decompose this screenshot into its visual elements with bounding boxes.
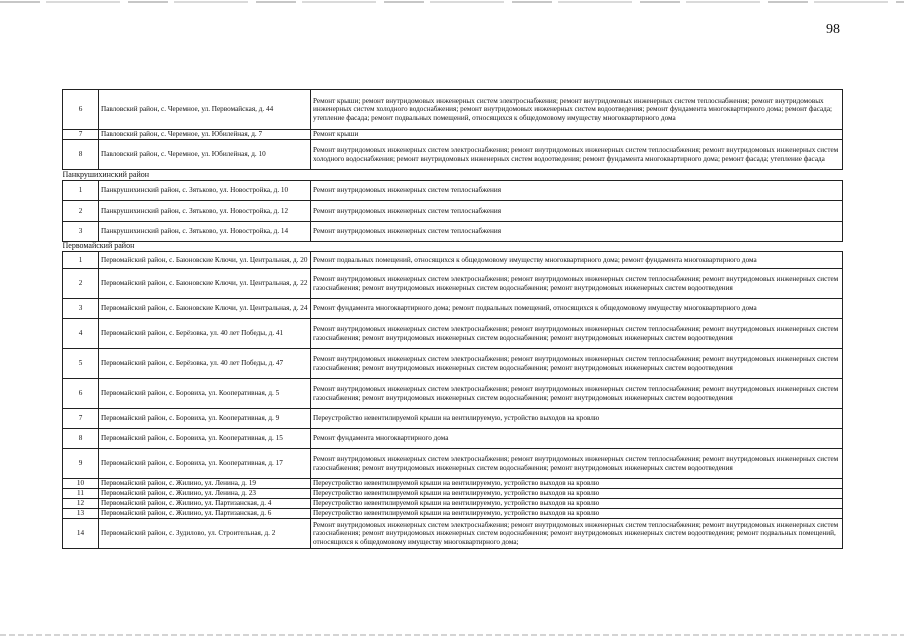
works-cell: Ремонт крыши; ремонт внутридомовых инженерных систем электроснабжения; ремонт внутридомовых инженерных систем теплоснабжения; ремонт внутридомовых инженерных систем холодного водоснабжения; ремонт внутридомовых инженерных систем водоотведения; ремонт фундамента многоквартирного дома; ремонт фасада; утепление фасада; ремонт подвальных помещений, относящихся к общедомовому имуществу многоквартирного дома [311,90,843,130]
table-row [63,489,843,499]
row-number: 3 [63,299,99,319]
row-number: 8 [63,429,99,449]
table-row [63,201,843,222]
works-cell: Переустройство невентилируемой крыши на вентилируемую, устройство выходов на кровлю [311,499,843,509]
address-cell: Панкрушихинский район, с. Зятьково, ул. Новостройка, д. 10 [99,181,311,201]
address-cell: Первомайский район, с. Баюновские Ключи, ул. Центральная, д. 24 [99,299,311,319]
row-number: 13 [63,509,99,519]
address-cell: Первомайский район, с. Боровиха, ул. Кооперативная, д. 17 [99,449,311,479]
works-cell: Ремонт внутридомовых инженерных систем теплоснабжения [311,222,843,242]
address-cell: Первомайский район, с. Жилино, ул. Партизанская, д. 6 [99,509,311,519]
row-number: 8 [63,140,99,170]
row-number: 6 [63,90,99,130]
works-cell: Переустройство невентилируемой крыши на вентилируемую, устройство выходов на кровлю [311,479,843,489]
table-row [63,499,843,509]
address-cell: Первомайский район, с. Баюновские Ключи, ул. Центральная, д. 20 [99,252,311,269]
row-number: 6 [63,379,99,409]
table-row [63,252,843,269]
table-row [63,519,843,549]
address-cell: Павловский район, с. Черемное, ул. Юбилейная, д. 10 [99,140,311,170]
address-cell: Павловский район, с. Черемное, ул. Юбилейная, д. 7 [99,130,311,140]
table-row [63,222,843,242]
works-cell: Ремонт внутридомовых инженерных систем электроснабжения; ремонт внутридомовых инженерных систем теплоснабжения; ремонт внутридомовых инженерных систем газоснабжения; ремонт внутридомовых инженерных систем водоснабжения; ремонт внутридомовых инженерных систем водоотведения [311,449,843,479]
table-row [63,479,843,489]
works-cell: Ремонт внутридомовых инженерных систем электроснабжения; ремонт внутридомовых инженерных систем теплоснабжения; ремонт внутридомовых инженерных систем газоснабжения; ремонт внутридомовых инженерных систем водоснабжения; ремонт внутридомовых инженерных систем водоотведения [311,379,843,409]
district-section-row [63,242,843,252]
works-cell: Ремонт подвальных помещений, относящихся к общедомовому имуществу многоквартирного дома; ремонт фундамента многоквартирного дома [311,252,843,269]
row-number: 7 [63,409,99,429]
works-cell: Ремонт внутридомовых инженерных систем теплоснабжения [311,181,843,201]
address-cell: Панкрушихинский район, с. Зятьково, ул. Новостройка, д. 14 [99,222,311,242]
address-cell: Первомайский район, с. Зудилово, ул. Строительная, д. 2 [99,519,311,549]
row-number: 11 [63,489,99,499]
row-number: 1 [63,252,99,269]
row-number: 2 [63,269,99,299]
address-cell: Первомайский район, с. Берёзовка, ул. 40 лет Победы, д. 41 [99,319,311,349]
table-row [63,269,843,299]
works-cell: Ремонт внутридомовых инженерных систем электроснабжения; ремонт внутридомовых инженерных систем теплоснабжения; ремонт внутридомовых инженерных систем холодного водоснабжения; ремонт внутридомовых инженерных систем водоотведения; ремонт фундамента многоквартирного дома; ремонт фасада; утепление фасада [311,140,843,170]
row-number: 10 [63,479,99,489]
row-number: 1 [63,181,99,201]
scan-edge-bottom [0,634,904,636]
row-number: 12 [63,499,99,509]
table-row [63,181,843,201]
row-number: 9 [63,449,99,479]
page-number: 98 [826,22,840,37]
works-cell: Переустройство невентилируемой крыши на вентилируемую, устройство выходов на кровлю [311,409,843,429]
works-cell: Ремонт фундамента многоквартирного дома [311,429,843,449]
table-row [63,409,843,429]
address-cell: Первомайский район, с. Боровиха, ул. Кооперативная, д. 9 [99,409,311,429]
works-cell: Ремонт фундамента многоквартирного дома; ремонт подвальных помещений, относящихся к общедомовому имуществу многоквартирного дома [311,299,843,319]
table-row [63,349,843,379]
address-cell: Первомайский район, с. Жилино, ул. Ленина, д. 23 [99,489,311,499]
works-cell: Ремонт крыши [311,130,843,140]
repair-program-table [62,89,843,549]
works-cell: Ремонт внутридомовых инженерных систем электроснабжения; ремонт внутридомовых инженерных систем теплоснабжения; ремонт внутридомовых инженерных систем газоснабжения; ремонт внутридомовых инженерных систем водоснабжения; ремонт внутридомовых инженерных систем водоотведения; ремонт подвальных помещений, относящихся к общедомовому имуществу многоквартирного дома; [311,519,843,549]
table-body [63,90,843,549]
works-cell: Ремонт внутридомовых инженерных систем теплоснабжения [311,201,843,222]
address-cell: Первомайский район, с. Жилино, ул. Ленина, д. 19 [99,479,311,489]
address-cell: Первомайский район, с. Боровиха, ул. Кооперативная, д. 15 [99,429,311,449]
row-number: 7 [63,130,99,140]
district-title: Панкрушихинский район [63,170,843,181]
address-cell: Первомайский район, с. Боровиха, ул. Кооперативная, д. 5 [99,379,311,409]
works-cell: Переустройство невентилируемой крыши на вентилируемую, устройство выходов на кровлю [311,509,843,519]
table-row [63,449,843,479]
address-cell: Панкрушихинский район, с. Зятьково, ул. Новостройка, д. 12 [99,201,311,222]
row-number: 3 [63,222,99,242]
works-cell: Ремонт внутридомовых инженерных систем электроснабжения; ремонт внутридомовых инженерных систем теплоснабжения; ремонт внутридомовых инженерных систем газоснабжения; ремонт внутридомовых инженерных систем водоснабжения; ремонт внутридомовых инженерных систем водоотведения [311,319,843,349]
row-number: 2 [63,201,99,222]
table-row [63,429,843,449]
address-cell: Первомайский район, с. Берёзовка, ул. 40 лет Победы, д. 47 [99,349,311,379]
table-row [63,130,843,140]
row-number: 5 [63,349,99,379]
table-row [63,379,843,409]
scan-edge-top [0,1,904,3]
address-cell: Первомайский район, с. Баюновские Ключи, ул. Центральная, д. 22 [99,269,311,299]
table-row [63,90,843,130]
address-cell: Первомайский район, с. Жилино, ул. Партизанская, д. 4 [99,499,311,509]
table-row [63,509,843,519]
table-row [63,319,843,349]
address-cell: Павловский район, с. Черемное, ул. Первомайская, д. 44 [99,90,311,130]
works-cell: Переустройство невентилируемой крыши на вентилируемую, устройство выходов на кровлю [311,489,843,499]
works-cell: Ремонт внутридомовых инженерных систем электроснабжения; ремонт внутридомовых инженерных систем теплоснабжения; ремонт внутридомовых инженерных систем газоснабжения; ремонт внутридомовых инженерных систем водоснабжения; ремонт внутридомовых инженерных систем водоотведения [311,269,843,299]
works-cell: Ремонт внутридомовых инженерных систем электроснабжения; ремонт внутридомовых инженерных систем теплоснабжения; ремонт внутридомовых инженерных систем газоснабжения; ремонт внутридомовых инженерных систем водоснабжения; ремонт внутридомовых инженерных систем водоотведения [311,349,843,379]
table-row [63,299,843,319]
row-number: 14 [63,519,99,549]
table-row [63,140,843,170]
district-title: Первомайский район [63,242,843,252]
district-section-row [63,170,843,181]
row-number: 4 [63,319,99,349]
